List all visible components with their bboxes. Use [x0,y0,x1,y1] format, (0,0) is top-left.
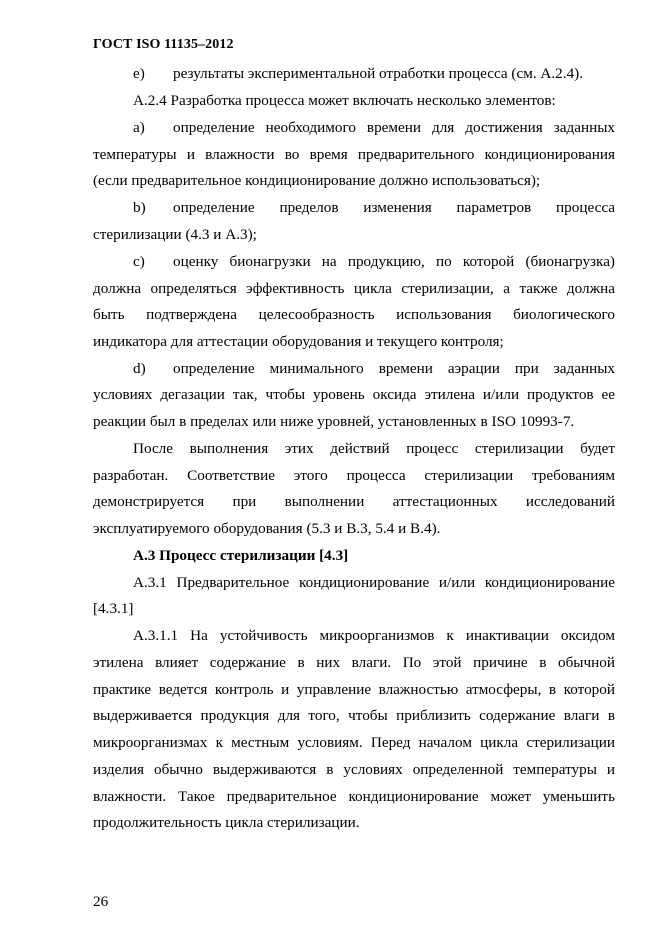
paragraph-a31-line-2: [4.3.1] [93,600,134,617]
list-item-a-line-1: определение необходимого времени для достижения заданных [173,119,615,136]
list-marker-c: c) [133,253,145,270]
paragraph-after-line-3: демонстрируется при выполнении аттестационных исследований [93,493,615,510]
list-marker-e: e) [133,65,145,82]
list-item-b-line-1: определение пределов изменения параметров процесса [173,199,615,216]
list-item-c-line-3: быть подтверждена целесообразность использования биологического [93,306,615,323]
list-item-a-line-3: (если предварительное кондиционирование должно использоваться); [93,172,541,189]
list-item-e-text: результаты экспериментальной отработки процесса (см. А.2.4). [173,65,584,82]
list-item-b-line-2: стерилизации (4.3 и А.3); [93,226,257,243]
list-marker-a: a) [133,119,145,136]
page-number: 26 [93,893,109,910]
list-item-d-line-3: реакции был в пределах или ниже уровней, установленных в ISO 10993-7. [93,413,575,430]
paragraph-a311-line-2: этилена влияет содержание в них влаги. По этой причине в обычной [93,654,615,671]
paragraph-a311-line-5: микроорганизмах к местным условиям. Перед началом цикла стерилизации [93,734,615,751]
list-item-a-line-2: температуры и влажности во время предварительного кондиционирования [93,146,615,163]
list-item-c-line-2: должна определяться эффективность цикла стерилизации, а также должна [93,280,615,297]
list-item-c-line-4: индикатора для аттестации оборудования и текущего контроля; [93,333,504,350]
paragraph-a311-line-1: А.3.1.1 На устойчивость микроорганизмов к инактивации оксидом [133,627,615,644]
paragraph-a31-line-1: А.3.1 Предварительное кондиционирование и/или кондиционирование [133,574,615,591]
list-marker-b: b) [133,199,146,216]
paragraph-after-line-4: эксплуатируемого оборудования (5.3 и В.3, 5.4 и В.4). [93,520,441,537]
paragraph-after-line-1: После выполнения этих действий процесс стерилизации будет [133,440,615,457]
list-item-c-line-1: оценку бионагрузки на продукцию, по которой (бионагрузка) [173,253,615,270]
paragraph-a24-lead: А.2.4 Разработка процесса может включать несколько элементов: [133,92,556,109]
paragraph-a311-line-4: выдерживается продукция для того, чтобы приблизить содержание влаги в [93,707,615,724]
paragraph-after-line-2: разработан. Соответствие этого процесса стерилизации требованиям [93,467,615,484]
list-item-d-line-1: определение минимального времени аэрации при заданных [173,360,615,377]
list-item-d-line-2: условиях дегазации так, чтобы уровень оксида этилена и/или продуктов ее [93,386,615,403]
list-marker-d: d) [133,360,146,377]
paragraph-a311-line-8: продолжительность цикла стерилизации. [93,814,360,831]
document-header: ГОСТ ISO 11135–2012 [93,37,234,52]
paragraph-a311-line-7: влажности. Такое предварительное кондиционирование может уменьшить [93,788,615,805]
section-heading-a3: А.3 Процесс стерилизации [4.3] [133,547,349,564]
paragraph-a311-line-3: практике ведется контроль и управление влажностью атмосферы, в которой [93,681,615,698]
paragraph-a311-line-6: изделия обычно выдерживаются в условиях определенной температуры и [93,761,615,778]
